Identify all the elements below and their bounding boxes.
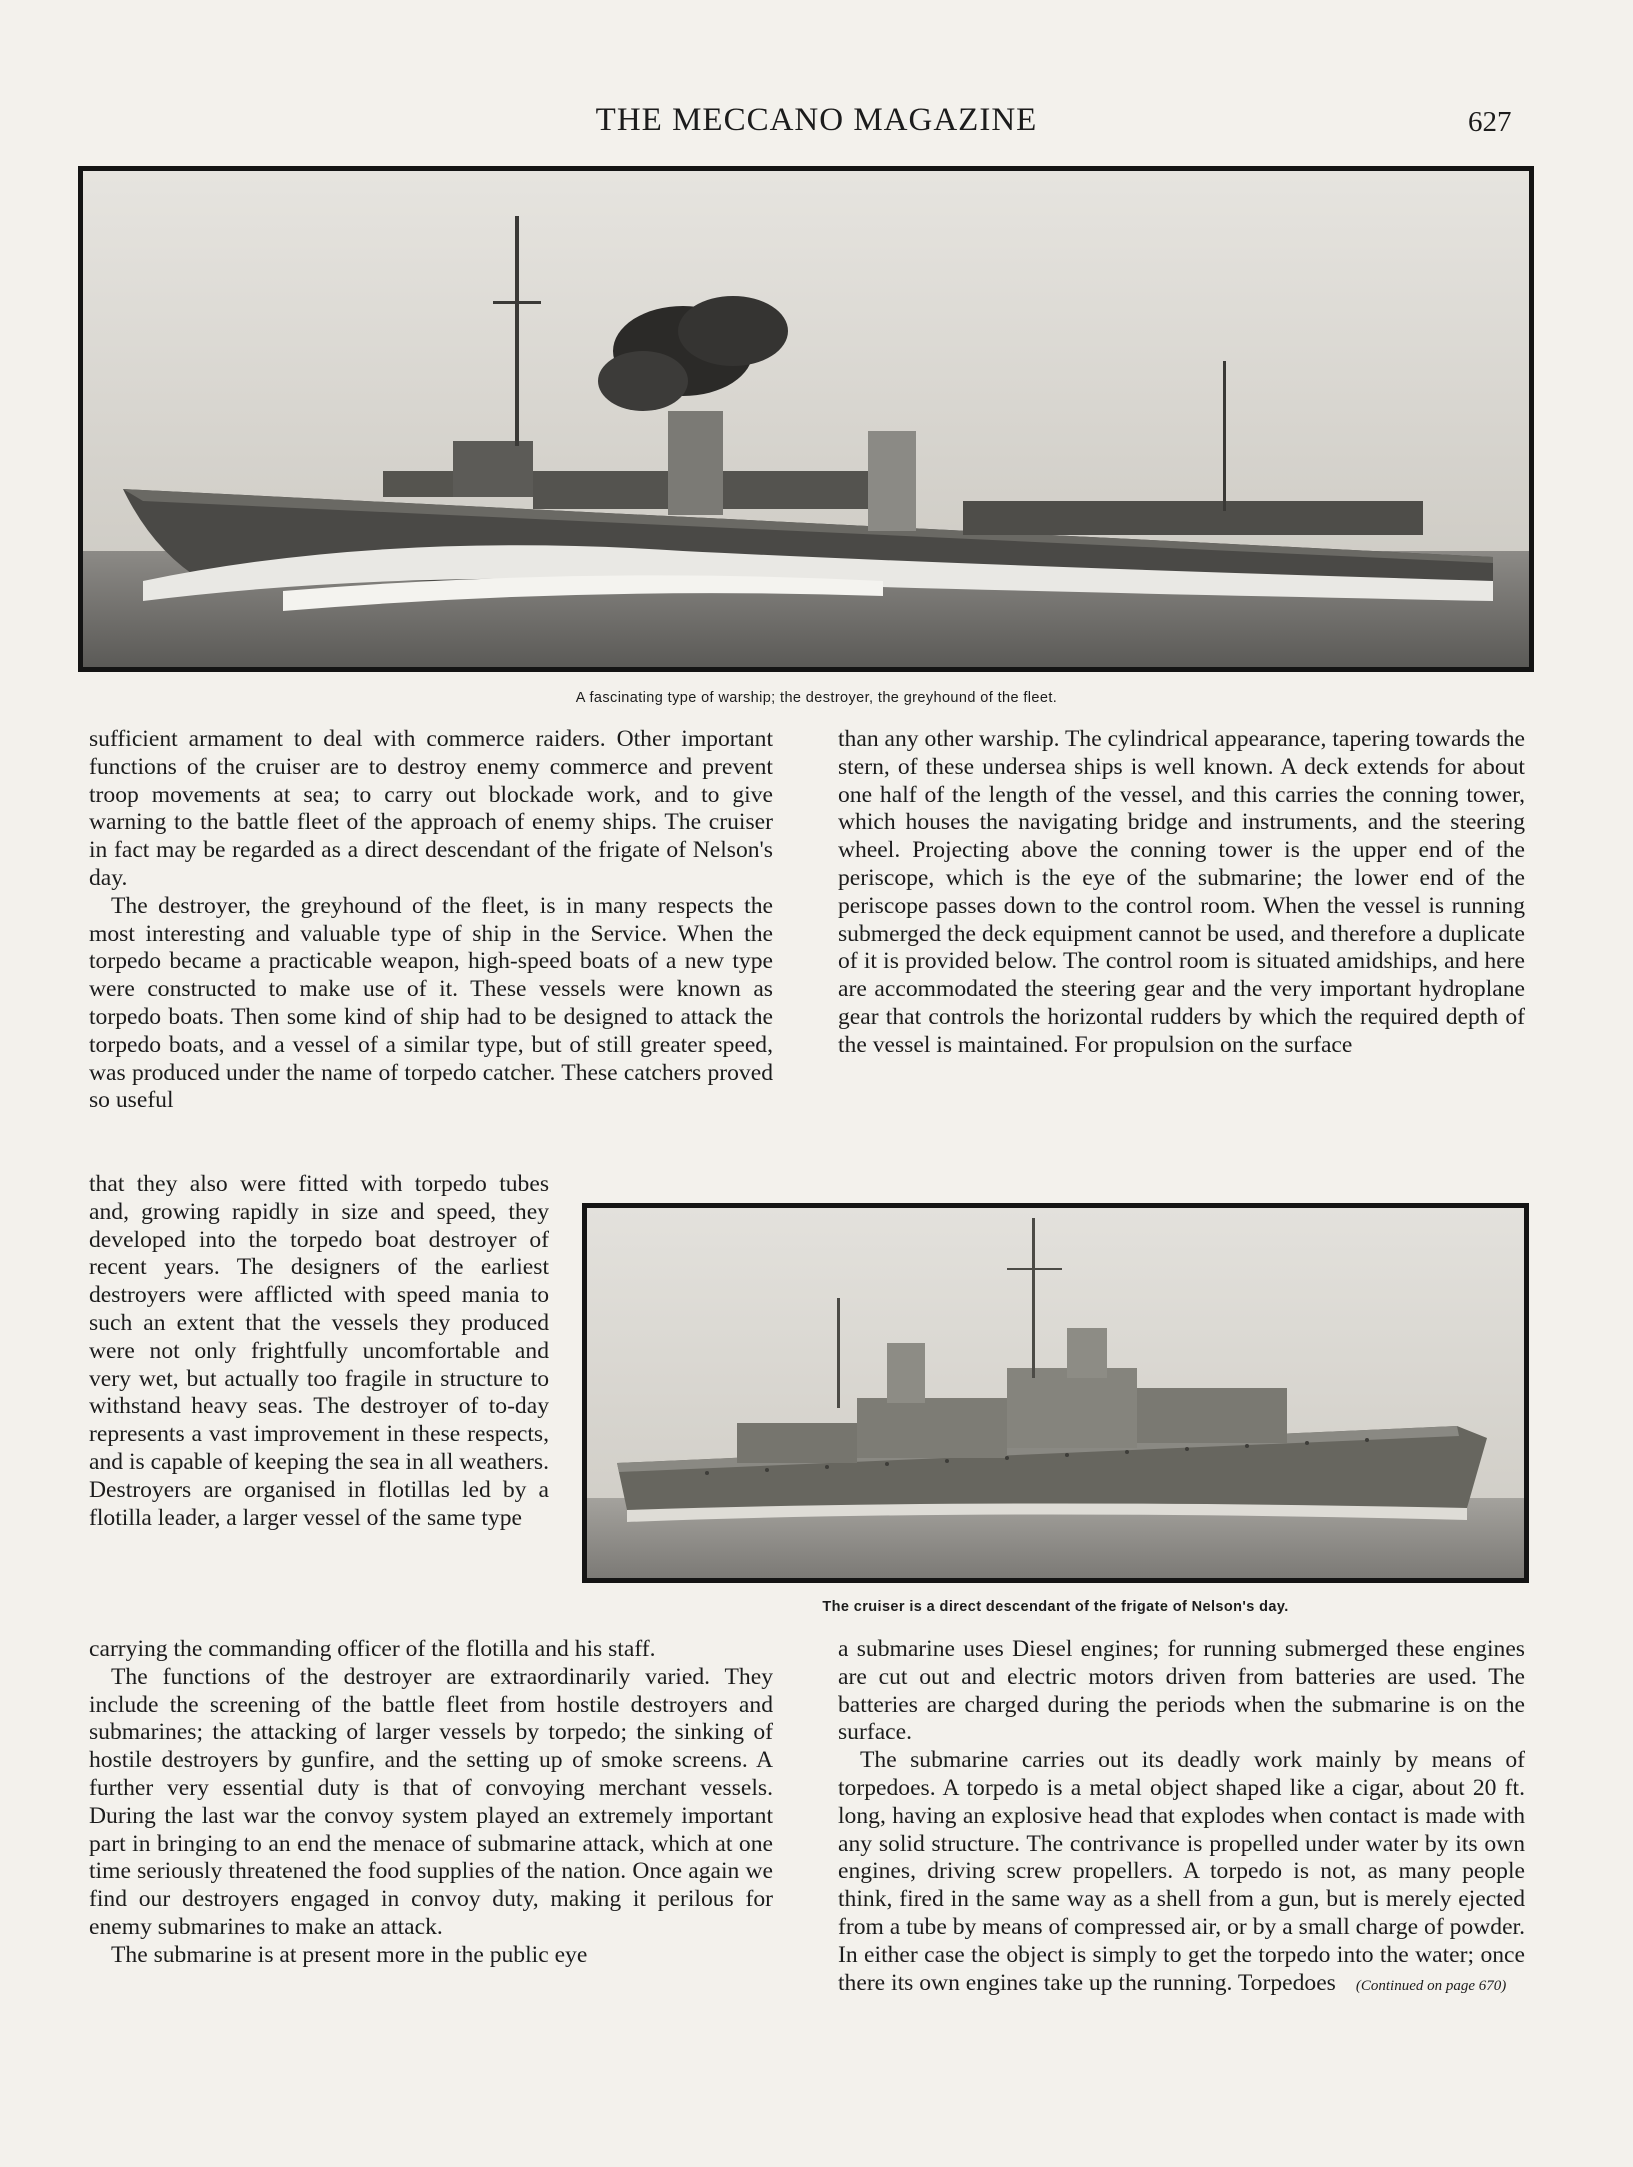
paragraph-submarine-intro: The submarine is at present more in the public eye bbox=[111, 1941, 588, 1968]
paragraph-flotilla-staff: carrying the commanding officer of the flotilla and his staff. bbox=[89, 1636, 656, 1662]
paragraph-destroyer-development: that they also were fitted with torpedo tubes and, growing rapidly in size and speed, they developed into the torpedo boat destroyer of recent years. The designers of the earliest destroyers were afflicted with speed mania to such an extent that the vessels they produced were not only frightfully uncomfortable and very wet, but actually too fragile in structure to withstand heavy seas. The destroyer of to-day represents a vast improvement in these respects, and is capable of keeping the sea in all weathers. Destroyers are organised in flotillas led by a flotilla leader, a larger vessel of the same type bbox=[89, 1171, 549, 1531]
left-column-narrow bbox=[89, 1171, 549, 1532]
right-column-bottom bbox=[838, 1636, 1525, 2000]
destroyer-caption: A fascinating type of warship; the destroyer, the greyhound of the fleet. bbox=[575, 690, 1058, 706]
destroyer-illustration bbox=[83, 171, 1529, 667]
left-column-bottom bbox=[89, 1636, 773, 1970]
torpedo-text: The submarine carries out its deadly work mainly by means of torpedoes. A torpedo is a metal object shaped like a cigar, about 20 ft. long, having an explosive head that explodes when contact is made with any solid structure. The contrivance is propelled under water by its own engines, driving screw propellers. A torpedo is not, as many people think, fired in the same way as a shell from a gun, but is merely ejected from a tube by means of compressed air, or by a small charge of powder. In either case the object is simply to get the torpedo into the water; once there its own engines take up the running. Torpedoes bbox=[838, 1747, 1525, 1996]
left-column-top bbox=[89, 726, 773, 1115]
cruiser-photo bbox=[582, 1203, 1529, 1583]
paragraph-destroyer-functions: The functions of the destroyer are extraordinarily varied. They include the screening of the battle fleet from hostile destroyers and submarines; the attacking of larger vessels by torpedo; the sinking of hostile destroyers by gunfire, and the setting up of smoke screens. A further very essential duty is that of convoying merchant vessels. During the last war the convoy system played an extremely important part in bringing to an end the menace of submarine attack, which at one time seriously threatened the food supplies of the nation. Once again we find our destroyers engaged in convoy duty, making it perilous for enemy submarines to make an attack. bbox=[89, 1663, 773, 1940]
magazine-title: THE MECCANO MAGAZINE bbox=[595, 102, 1038, 138]
continued-note: (Continued on page 670) bbox=[1355, 1977, 1507, 1994]
running-head bbox=[0, 102, 1633, 146]
destroyer-photo bbox=[78, 166, 1534, 672]
paragraph-torpedoes bbox=[838, 1747, 1525, 2000]
paragraph-destroyer-intro: The destroyer, the greyhound of the fleet, is in many respects the most interesting and valuable type of ship in the Service. When the torpedo became a practicable weapon, high-speed boats of a new type were constructed to make use of it. These vessels were known as torpedo boats. Then some kind of ship had to be designed to attack the torpedo boats, and a vessel of a similar type, but of still greater speed, was produced under the name of torpedo catcher. These catchers proved so useful bbox=[89, 892, 773, 1114]
paragraph-submarine-description: than any other warship. The cylindrical appearance, tapering towards the stern, of these undersea ships is well known. A deck extends for about one half of the length of the vessel, and this carries the conning tower, which houses the navigating bridge and instruments, and the steering wheel. Projecting above the conning tower is the upper end of the periscope, which is the eye of the submarine; the lower end of the periscope passes down to the control room. When the vessel is running submerged the deck equipment cannot be used, and therefore a duplicate of it is provided below. The control room is situated amidships, and here are accommodated the steering gear and the very important hydroplane gear that controls the horizontal rudders by which the required depth of the vessel is maintained. For propulsion on the surface bbox=[838, 726, 1525, 1058]
cruiser-illustration bbox=[587, 1208, 1524, 1578]
paragraph-cruiser-end: sufficient armament to deal with commerce raiders. Other important functions of the cruiser are to destroy enemy commerce and prevent troop movements at sea; to carry out blockade work, and to give warning to the battle fleet of the approach of enemy ships. The cruiser in fact may be regarded as a direct descendant of the frigate of Nelson's day. bbox=[89, 726, 773, 891]
paragraph-submarine-propulsion: a submarine uses Diesel engines; for running submerged these engines are cut out and electric motors driven from batteries are used. The batteries are charged during the periods when the submarine is on the surface. bbox=[838, 1636, 1525, 1746]
page-number: 627 bbox=[1468, 106, 1512, 138]
cruiser-caption: The cruiser is a direct descendant of the frigate of Nelson's day. bbox=[822, 1599, 1289, 1615]
right-column-top bbox=[838, 726, 1525, 1060]
